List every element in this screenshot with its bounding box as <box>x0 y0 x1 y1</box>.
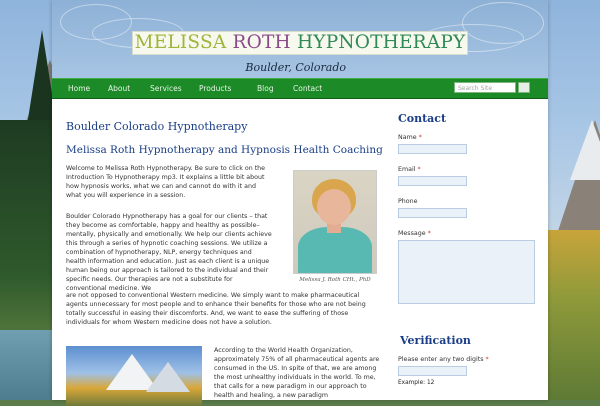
goal-paragraph: Boulder Colorado Hypnotherapy has a goal for our clients – that they become as comfortable, happy and healthy as possible–mentally, physically and emotionally. We help our clients achieve this through a series of hypnotic coaching sessions. We utilize a combination of hypnotherapy, NLP, energy techniques and health information and education. Just as each client is a unique human being our approach is tailored to the individual and their specific needs. Our therapies are not a substitute for conventional medicine. We <box>66 213 272 292</box>
verification-title: Verification <box>400 334 471 347</box>
name-label <box>398 134 422 141</box>
search-input[interactable]: Search Site <box>454 82 516 93</box>
required-mark: * <box>418 134 422 141</box>
name-field[interactable] <box>398 144 467 154</box>
nav-item-blog[interactable]: Blog <box>257 84 274 93</box>
site-tagline: Boulder, Colorado <box>245 61 346 74</box>
site-header <box>52 0 548 78</box>
photo-caption: Melissa J. Roth CHt., PhD <box>299 277 371 283</box>
landscape-photo <box>66 346 202 406</box>
portrait-body <box>298 227 372 274</box>
site-logo[interactable] <box>132 31 468 55</box>
logo-word-melissa: MELISSA <box>134 32 227 53</box>
verification-field[interactable] <box>398 366 467 376</box>
name-label-text: Name <box>398 134 417 141</box>
main-content <box>66 120 383 399</box>
nav-item-services[interactable]: Services <box>150 84 182 93</box>
phone-label: Phone <box>398 198 418 205</box>
required-mark: * <box>485 356 489 363</box>
portrait-face <box>317 189 351 225</box>
page-subtitle: Melissa Roth Hypnotherapy and Hypnosis Health Coaching <box>66 144 383 156</box>
phone-field[interactable] <box>398 208 467 218</box>
required-mark: * <box>427 230 431 237</box>
contact-title: Contact <box>398 112 447 125</box>
email-label-text: Email <box>398 166 416 173</box>
nav-item-products[interactable]: Products <box>199 84 232 93</box>
page-title: Boulder Colorado Hypnotherapy <box>66 120 248 133</box>
message-label <box>398 230 431 237</box>
message-label-text: Message <box>398 230 426 237</box>
contact-sidebar <box>398 112 544 386</box>
landscape-peak <box>146 362 190 392</box>
main-nav <box>52 78 548 99</box>
snow-peak-right <box>570 120 600 180</box>
autumn-forest-right <box>548 230 600 400</box>
digits-label-text: Please enter any two digits <box>398 356 484 363</box>
verification-example: Example: 12 <box>398 380 435 386</box>
nav-item-home[interactable]: Home <box>68 84 91 93</box>
digits-label <box>398 356 489 363</box>
nav-item-about[interactable]: About <box>108 84 131 93</box>
nav-item-contact[interactable]: Contact <box>293 84 323 93</box>
intro-paragraph: Welcome to Melissa Roth Hypnotherapy. Be sure to click on the Introduction To Hypnotherapy mp3. It explains a little bit about how hypnosis works, what we can and cannot do with it and what you will experience in a session. <box>66 165 266 199</box>
message-textarea[interactable] <box>398 240 535 304</box>
approach-paragraph: are not opposed to conventional Western medicine. We simply want to make pharmaceutical agents unnecessary for most people and to enhance their benefits for those who are not being totally successful in easing their discomforts. And, we want to ease the suffering of those individuals for whom Western medicine does not have a solution. <box>66 292 366 326</box>
lake-left <box>0 330 60 400</box>
who-paragraph: According to the World Health Organization, approximately 75% of all pharmaceutical agents are consumed in the US. In spite of that, we are among the most unhealthy individuals in the world. To me, that calls for a new paradigm in our approach to health and healing, a new paradigm <box>214 347 380 399</box>
logo-word-hypnotherapy: HYPNOTHERAPY <box>296 32 466 53</box>
page-container <box>52 0 548 400</box>
portrait-photo <box>293 170 377 274</box>
logo-text <box>133 32 467 54</box>
search-button[interactable] <box>518 82 530 93</box>
required-mark: * <box>417 166 421 173</box>
logo-word-roth: ROTH <box>232 32 291 53</box>
email-field[interactable] <box>398 176 467 186</box>
email-label <box>398 166 421 173</box>
